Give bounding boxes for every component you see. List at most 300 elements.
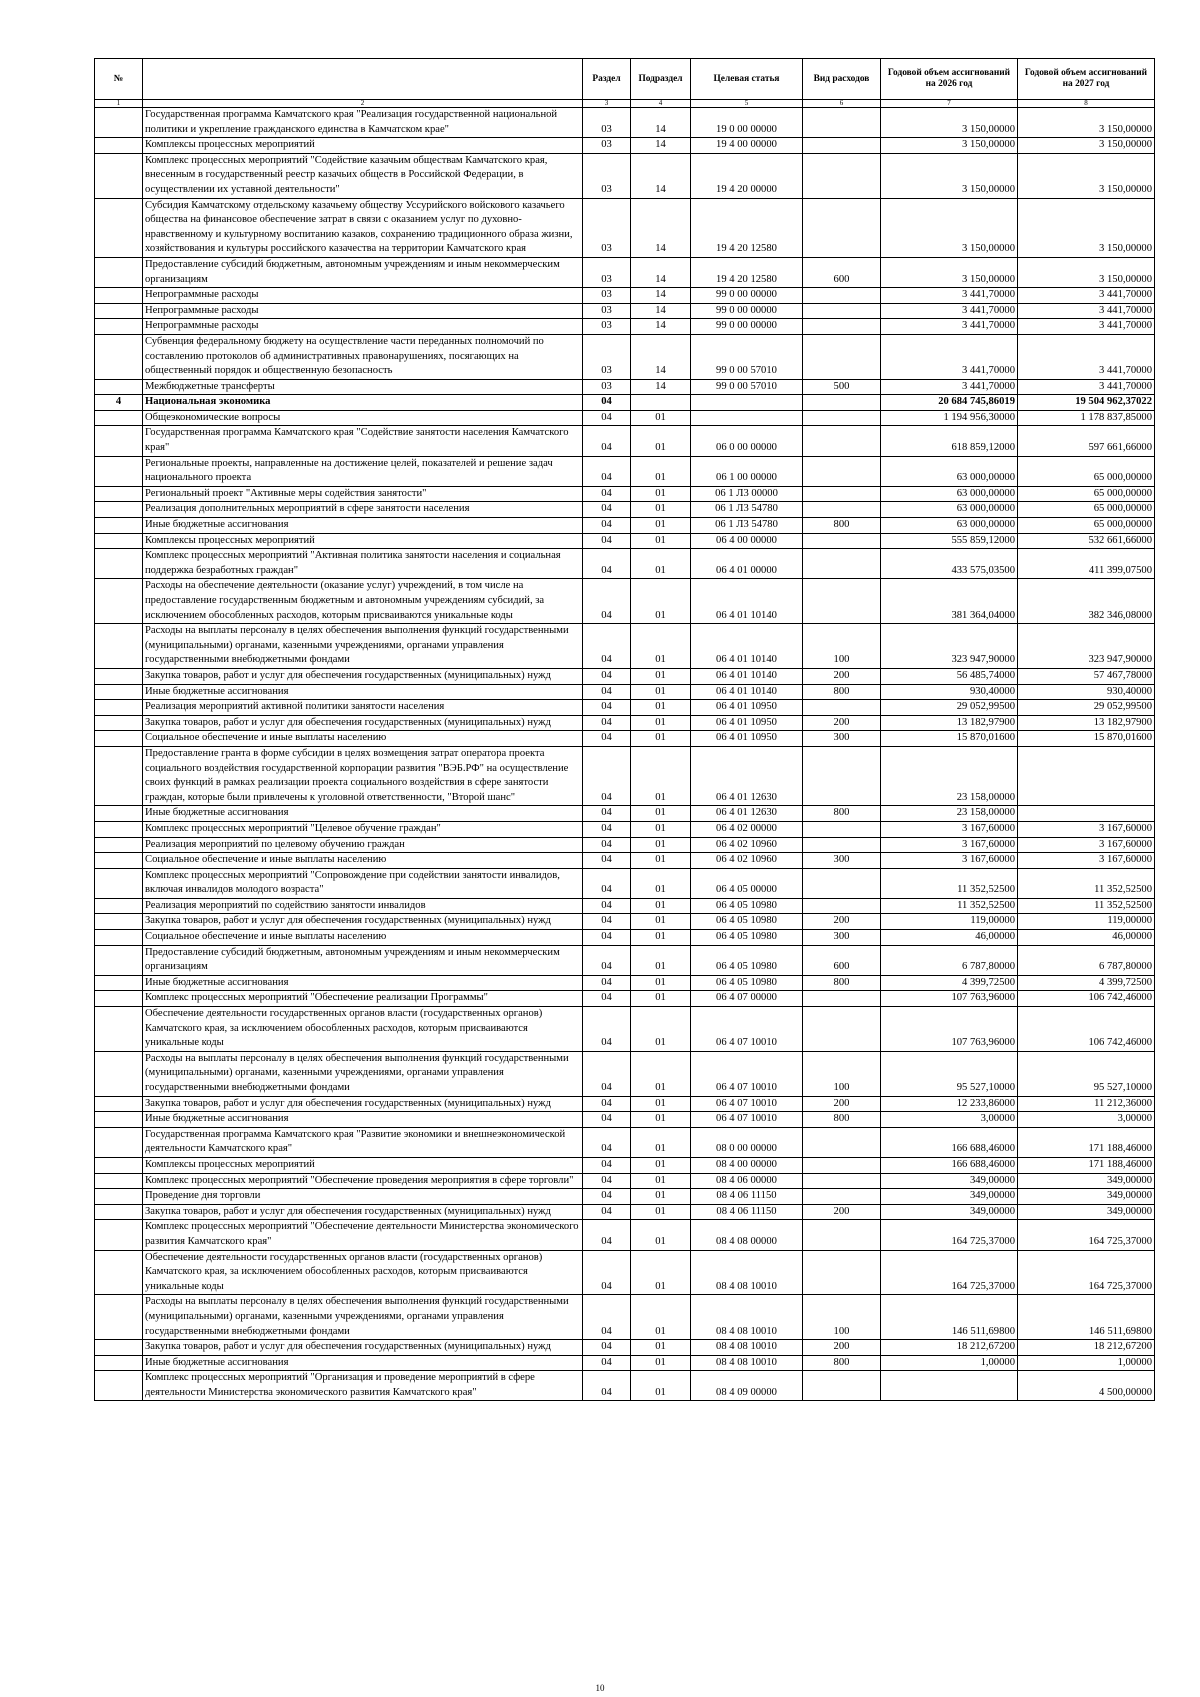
target-article-code: 06 4 01 10140 bbox=[691, 684, 803, 700]
razdel-code: 04 bbox=[583, 1157, 631, 1173]
row-number bbox=[95, 837, 143, 853]
row-number bbox=[95, 303, 143, 319]
podrazdel-code: 01 bbox=[631, 1007, 691, 1052]
expense-type-code: 800 bbox=[803, 975, 881, 991]
row-number bbox=[95, 410, 143, 426]
row-number bbox=[95, 334, 143, 379]
expense-type-code bbox=[803, 138, 881, 154]
amount-2027: 164 725,37000 bbox=[1018, 1250, 1155, 1295]
table-row bbox=[95, 700, 1155, 716]
target-article-code: 06 1 00 00000 bbox=[691, 456, 803, 486]
table-row bbox=[95, 1340, 1155, 1356]
table-row bbox=[95, 1127, 1155, 1157]
razdel-code: 04 bbox=[583, 1250, 631, 1295]
row-number bbox=[95, 1173, 143, 1189]
amount-2027: 11 212,36000 bbox=[1018, 1096, 1155, 1112]
item-name: Комплекс процессных мероприятий "Организация и проведение мероприятий в сфере деятельности Министерства экономического развития Камчатского края" bbox=[143, 1371, 583, 1401]
table-row bbox=[95, 502, 1155, 518]
expense-type-code: 600 bbox=[803, 945, 881, 975]
expense-type-code bbox=[803, 288, 881, 304]
table-row bbox=[95, 1096, 1155, 1112]
row-number bbox=[95, 668, 143, 684]
amount-2026: 381 364,04000 bbox=[881, 579, 1018, 624]
column-number: 1 bbox=[95, 100, 143, 108]
item-name: Иные бюджетные ассигнования bbox=[143, 806, 583, 822]
amount-2026: 349,00000 bbox=[881, 1189, 1018, 1205]
razdel-code: 04 bbox=[583, 684, 631, 700]
table-row bbox=[95, 486, 1155, 502]
row-number bbox=[95, 715, 143, 731]
amount-2027: 3 441,70000 bbox=[1018, 334, 1155, 379]
item-name: Комплекс процессных мероприятий "Целевое обучение граждан" bbox=[143, 821, 583, 837]
amount-2026: 3 150,00000 bbox=[881, 153, 1018, 198]
target-article-code: 99 0 00 00000 bbox=[691, 303, 803, 319]
podrazdel-code: 01 bbox=[631, 1157, 691, 1173]
expense-type-code: 600 bbox=[803, 257, 881, 287]
target-article-code: 06 4 07 10010 bbox=[691, 1112, 803, 1128]
target-article-code: 06 4 01 12630 bbox=[691, 746, 803, 805]
row-number bbox=[95, 624, 143, 669]
podrazdel-code: 01 bbox=[631, 914, 691, 930]
razdel-code: 04 bbox=[583, 502, 631, 518]
table-row bbox=[95, 138, 1155, 154]
row-number bbox=[95, 579, 143, 624]
row-number bbox=[95, 1112, 143, 1128]
podrazdel-code: 01 bbox=[631, 898, 691, 914]
item-name: Комплекс процессных мероприятий "Обеспечение деятельности Министерства экономического развития Камчатского края" bbox=[143, 1220, 583, 1250]
item-name: Обеспечение деятельности государственных органов власти (государственных органов) Камчатского края, за исключением обособленных расходов, которым присваиваются уникальные коды bbox=[143, 1007, 583, 1052]
razdel-code: 04 bbox=[583, 1189, 631, 1205]
amount-2027: 3 441,70000 bbox=[1018, 303, 1155, 319]
item-name: Иные бюджетные ассигнования bbox=[143, 1355, 583, 1371]
item-name: Социальное обеспечение и иные выплаты населению bbox=[143, 731, 583, 747]
amount-2027: 146 511,69800 bbox=[1018, 1295, 1155, 1340]
row-number bbox=[95, 898, 143, 914]
amount-2027: 3 167,60000 bbox=[1018, 853, 1155, 869]
table-row bbox=[95, 898, 1155, 914]
razdel-code: 04 bbox=[583, 456, 631, 486]
item-name: Иные бюджетные ассигнования bbox=[143, 1112, 583, 1128]
razdel-code: 04 bbox=[583, 410, 631, 426]
target-article-code: 06 4 01 10140 bbox=[691, 579, 803, 624]
razdel-code: 04 bbox=[583, 930, 631, 946]
razdel-code: 03 bbox=[583, 319, 631, 335]
item-name: Реализация дополнительных мероприятий в сфере занятости населения bbox=[143, 502, 583, 518]
expense-type-code bbox=[803, 700, 881, 716]
podrazdel-code: 01 bbox=[631, 1295, 691, 1340]
razdel-code: 04 bbox=[583, 914, 631, 930]
row-number bbox=[95, 930, 143, 946]
row-number bbox=[95, 486, 143, 502]
target-article-code: 06 4 07 10010 bbox=[691, 1051, 803, 1096]
table-row bbox=[95, 975, 1155, 991]
table-row bbox=[95, 930, 1155, 946]
amount-2027: 171 188,46000 bbox=[1018, 1157, 1155, 1173]
razdel-code: 04 bbox=[583, 549, 631, 579]
razdel-code: 04 bbox=[583, 853, 631, 869]
amount-2027: 1,00000 bbox=[1018, 1355, 1155, 1371]
podrazdel-code: 01 bbox=[631, 684, 691, 700]
razdel-code: 04 bbox=[583, 975, 631, 991]
item-name: Социальное обеспечение и иные выплаты населению bbox=[143, 930, 583, 946]
amount-2026: 23 158,00000 bbox=[881, 746, 1018, 805]
target-article-code: 08 4 00 00000 bbox=[691, 1157, 803, 1173]
target-article-code: 06 4 02 00000 bbox=[691, 821, 803, 837]
item-name: Комплекс процессных мероприятий "Обеспечение проведения мероприятия в сфере торговли" bbox=[143, 1173, 583, 1189]
target-article-code: 06 0 00 00000 bbox=[691, 426, 803, 456]
expense-type-code bbox=[803, 821, 881, 837]
podrazdel-code: 01 bbox=[631, 486, 691, 502]
row-number bbox=[95, 426, 143, 456]
expense-type-code: 100 bbox=[803, 1051, 881, 1096]
row-number bbox=[95, 1096, 143, 1112]
razdel-code: 04 bbox=[583, 426, 631, 456]
amount-2027: 3 441,70000 bbox=[1018, 319, 1155, 335]
amount-2027: 349,00000 bbox=[1018, 1189, 1155, 1205]
amount-2027: 6 787,80000 bbox=[1018, 945, 1155, 975]
razdel-code: 04 bbox=[583, 837, 631, 853]
table-row bbox=[95, 1007, 1155, 1052]
podrazdel-code: 01 bbox=[631, 426, 691, 456]
amount-2027: 411 399,07500 bbox=[1018, 549, 1155, 579]
row-number bbox=[95, 1355, 143, 1371]
header-year-2027: Годовой объем ассигнований на 2027 год bbox=[1018, 59, 1155, 100]
amount-2026: 23 158,00000 bbox=[881, 806, 1018, 822]
table-row bbox=[95, 1157, 1155, 1173]
item-name: Расходы на выплаты персоналу в целях обеспечения выполнения функций государственными (муниципальными) органами, казенными учреждениями, органами управления государственными внебюджетными фондами bbox=[143, 1295, 583, 1340]
amount-2027: 119,00000 bbox=[1018, 914, 1155, 930]
expense-type-code: 200 bbox=[803, 1340, 881, 1356]
podrazdel-code: 01 bbox=[631, 1112, 691, 1128]
item-name: Комплексы процессных мероприятий bbox=[143, 533, 583, 549]
table-row bbox=[95, 456, 1155, 486]
expense-type-code bbox=[803, 1007, 881, 1052]
target-article-code bbox=[691, 410, 803, 426]
target-article-code: 06 4 00 00000 bbox=[691, 533, 803, 549]
razdel-code: 04 bbox=[583, 668, 631, 684]
table-row bbox=[95, 379, 1155, 395]
razdel-code: 04 bbox=[583, 715, 631, 731]
expense-type-code: 300 bbox=[803, 930, 881, 946]
row-number bbox=[95, 1157, 143, 1173]
razdel-code: 04 bbox=[583, 731, 631, 747]
expense-type-code bbox=[803, 395, 881, 411]
amount-2026: 18 212,67200 bbox=[881, 1340, 1018, 1356]
row-number bbox=[95, 684, 143, 700]
table-row bbox=[95, 746, 1155, 805]
podrazdel-code: 14 bbox=[631, 319, 691, 335]
table-row bbox=[95, 668, 1155, 684]
amount-2026: 3 441,70000 bbox=[881, 334, 1018, 379]
razdel-code: 04 bbox=[583, 1112, 631, 1128]
podrazdel-code: 01 bbox=[631, 1127, 691, 1157]
expense-type-code: 800 bbox=[803, 518, 881, 534]
podrazdel-code: 01 bbox=[631, 975, 691, 991]
expense-type-code bbox=[803, 319, 881, 335]
expense-type-code: 300 bbox=[803, 853, 881, 869]
target-article-code: 08 4 08 10010 bbox=[691, 1295, 803, 1340]
table-row bbox=[95, 303, 1155, 319]
row-number bbox=[95, 1189, 143, 1205]
table-row bbox=[95, 731, 1155, 747]
row-number bbox=[95, 518, 143, 534]
row-number bbox=[95, 319, 143, 335]
row-number bbox=[95, 991, 143, 1007]
target-article-code: 06 4 05 10980 bbox=[691, 914, 803, 930]
expense-type-code bbox=[803, 1371, 881, 1401]
row-number: 4 bbox=[95, 395, 143, 411]
razdel-code: 04 bbox=[583, 1340, 631, 1356]
header-vid-rashodov: Вид расходов bbox=[803, 59, 881, 100]
item-name: Расходы на выплаты персоналу в целях обеспечения выполнения функций государственными (муниципальными) органами, казенными учреждениями, органами управления государственными внебюджетными фондами bbox=[143, 1051, 583, 1096]
row-number bbox=[95, 1340, 143, 1356]
table-row bbox=[95, 853, 1155, 869]
expense-type-code: 200 bbox=[803, 914, 881, 930]
column-number: 7 bbox=[881, 100, 1018, 108]
target-article-code: 99 0 00 00000 bbox=[691, 288, 803, 304]
target-article-code: 19 4 20 12580 bbox=[691, 257, 803, 287]
podrazdel-code: 01 bbox=[631, 991, 691, 1007]
amount-2026: 618 859,12000 bbox=[881, 426, 1018, 456]
amount-2026: 6 787,80000 bbox=[881, 945, 1018, 975]
razdel-code: 04 bbox=[583, 1051, 631, 1096]
amount-2027: 95 527,10000 bbox=[1018, 1051, 1155, 1096]
podrazdel-code: 01 bbox=[631, 1173, 691, 1189]
amount-2026: 433 575,03500 bbox=[881, 549, 1018, 579]
amount-2026: 349,00000 bbox=[881, 1173, 1018, 1189]
item-name: Иные бюджетные ассигнования bbox=[143, 975, 583, 991]
podrazdel-code: 01 bbox=[631, 1220, 691, 1250]
row-number bbox=[95, 1127, 143, 1157]
item-name: Непрограммные расходы bbox=[143, 319, 583, 335]
razdel-code: 04 bbox=[583, 1295, 631, 1340]
expense-type-code bbox=[803, 486, 881, 502]
row-number bbox=[95, 945, 143, 975]
target-article-code: 08 4 06 11150 bbox=[691, 1189, 803, 1205]
amount-2026: 3 150,00000 bbox=[881, 138, 1018, 154]
expense-type-code bbox=[803, 456, 881, 486]
amount-2027: 4 500,00000 bbox=[1018, 1371, 1155, 1401]
target-article-code: 06 4 05 10980 bbox=[691, 975, 803, 991]
amount-2026: 166 688,46000 bbox=[881, 1157, 1018, 1173]
table-body bbox=[95, 108, 1155, 1401]
razdel-code: 04 bbox=[583, 533, 631, 549]
target-article-code: 19 4 20 12580 bbox=[691, 198, 803, 257]
target-article-code: 06 4 05 10980 bbox=[691, 930, 803, 946]
podrazdel-code: 01 bbox=[631, 624, 691, 669]
amount-2027: 382 346,08000 bbox=[1018, 579, 1155, 624]
razdel-code: 03 bbox=[583, 288, 631, 304]
target-article-code: 08 4 09 00000 bbox=[691, 1371, 803, 1401]
amount-2026: 4 399,72500 bbox=[881, 975, 1018, 991]
podrazdel-code: 01 bbox=[631, 837, 691, 853]
amount-2026: 3 441,70000 bbox=[881, 288, 1018, 304]
podrazdel-code: 14 bbox=[631, 153, 691, 198]
amount-2026: 3 150,00000 bbox=[881, 108, 1018, 138]
amount-2026: 12 233,86000 bbox=[881, 1096, 1018, 1112]
item-name: Предоставление субсидий бюджетным, автономным учреждениям и иным некоммерческим организациям bbox=[143, 945, 583, 975]
expense-type-code: 800 bbox=[803, 1355, 881, 1371]
item-name: Закупка товаров, работ и услуг для обеспечения государственных (муниципальных) нужд bbox=[143, 1096, 583, 1112]
expense-type-code: 500 bbox=[803, 379, 881, 395]
table-row bbox=[95, 1355, 1155, 1371]
amount-2026: 56 485,74000 bbox=[881, 668, 1018, 684]
header-year-2026: Годовой объем ассигнований на 2026 год bbox=[881, 59, 1018, 100]
amount-2026: 11 352,52500 bbox=[881, 898, 1018, 914]
target-article-code: 19 4 00 00000 bbox=[691, 138, 803, 154]
razdel-code: 04 bbox=[583, 1007, 631, 1052]
amount-2027: 349,00000 bbox=[1018, 1173, 1155, 1189]
expense-type-code bbox=[803, 1220, 881, 1250]
amount-2026: 63 000,00000 bbox=[881, 456, 1018, 486]
expense-type-code bbox=[803, 898, 881, 914]
amount-2027 bbox=[1018, 746, 1155, 805]
amount-2027: 65 000,00000 bbox=[1018, 502, 1155, 518]
expense-type-code bbox=[803, 746, 881, 805]
item-name: Комплексы процессных мероприятий bbox=[143, 1157, 583, 1173]
amount-2026: 107 763,96000 bbox=[881, 991, 1018, 1007]
table-row bbox=[95, 153, 1155, 198]
table-row bbox=[95, 806, 1155, 822]
amount-2026: 3 167,60000 bbox=[881, 821, 1018, 837]
podrazdel-code: 01 bbox=[631, 1189, 691, 1205]
podrazdel-code: 01 bbox=[631, 930, 691, 946]
row-number bbox=[95, 700, 143, 716]
podrazdel-code: 01 bbox=[631, 1355, 691, 1371]
expense-type-code bbox=[803, 579, 881, 624]
table-row bbox=[95, 1204, 1155, 1220]
podrazdel-code: 14 bbox=[631, 257, 691, 287]
razdel-code: 04 bbox=[583, 1173, 631, 1189]
amount-2026: 119,00000 bbox=[881, 914, 1018, 930]
target-article-code: 06 4 02 10960 bbox=[691, 837, 803, 853]
expense-type-code bbox=[803, 533, 881, 549]
podrazdel-code: 01 bbox=[631, 868, 691, 898]
razdel-code: 04 bbox=[583, 991, 631, 1007]
expense-type-code bbox=[803, 426, 881, 456]
table-row bbox=[95, 319, 1155, 335]
razdel-code: 04 bbox=[583, 700, 631, 716]
podrazdel-code: 01 bbox=[631, 518, 691, 534]
expense-type-code bbox=[803, 303, 881, 319]
table-row bbox=[95, 257, 1155, 287]
target-article-code: 06 4 01 10950 bbox=[691, 731, 803, 747]
expense-type-code: 800 bbox=[803, 684, 881, 700]
podrazdel-code: 01 bbox=[631, 1096, 691, 1112]
target-article-code: 99 0 00 57010 bbox=[691, 379, 803, 395]
target-article-code: 08 4 08 00000 bbox=[691, 1220, 803, 1250]
item-name: Закупка товаров, работ и услуг для обеспечения государственных (муниципальных) нужд bbox=[143, 914, 583, 930]
amount-2027: 3,00000 bbox=[1018, 1112, 1155, 1128]
amount-2026: 1 194 956,30000 bbox=[881, 410, 1018, 426]
amount-2026: 1,00000 bbox=[881, 1355, 1018, 1371]
item-name: Непрограммные расходы bbox=[143, 303, 583, 319]
amount-2026: 20 684 745,86019 bbox=[881, 395, 1018, 411]
amount-2026: 323 947,90000 bbox=[881, 624, 1018, 669]
header-podrazdel: Подраздел bbox=[631, 59, 691, 100]
razdel-code: 04 bbox=[583, 1371, 631, 1401]
podrazdel-code: 01 bbox=[631, 945, 691, 975]
table-row bbox=[95, 1173, 1155, 1189]
amount-2026: 63 000,00000 bbox=[881, 486, 1018, 502]
row-number bbox=[95, 1295, 143, 1340]
item-name: Социальное обеспечение и иные выплаты населению bbox=[143, 853, 583, 869]
razdel-code: 04 bbox=[583, 518, 631, 534]
amount-2027: 29 052,99500 bbox=[1018, 700, 1155, 716]
expense-type-code bbox=[803, 153, 881, 198]
razdel-code: 04 bbox=[583, 806, 631, 822]
item-name: Реализация мероприятий по целевому обучению граждан bbox=[143, 837, 583, 853]
razdel-code: 04 bbox=[583, 945, 631, 975]
table-row bbox=[95, 1051, 1155, 1096]
header-tselevaya-statya: Целевая статья bbox=[691, 59, 803, 100]
amount-2027: 3 150,00000 bbox=[1018, 153, 1155, 198]
expense-type-code: 100 bbox=[803, 1295, 881, 1340]
expense-type-code bbox=[803, 1127, 881, 1157]
table-row bbox=[95, 945, 1155, 975]
podrazdel-code: 01 bbox=[631, 668, 691, 684]
target-article-code: 06 4 07 10010 bbox=[691, 1096, 803, 1112]
row-number bbox=[95, 153, 143, 198]
amount-2026: 164 725,37000 bbox=[881, 1250, 1018, 1295]
amount-2027: 65 000,00000 bbox=[1018, 518, 1155, 534]
amount-2026: 29 052,99500 bbox=[881, 700, 1018, 716]
razdel-code: 03 bbox=[583, 108, 631, 138]
target-article-code: 06 4 02 10960 bbox=[691, 853, 803, 869]
amount-2027: 349,00000 bbox=[1018, 1204, 1155, 1220]
podrazdel-code: 01 bbox=[631, 1340, 691, 1356]
razdel-code: 03 bbox=[583, 138, 631, 154]
table-row bbox=[95, 426, 1155, 456]
table-row bbox=[95, 868, 1155, 898]
razdel-code: 04 bbox=[583, 1204, 631, 1220]
target-article-code: 08 4 08 10010 bbox=[691, 1340, 803, 1356]
amount-2027: 3 441,70000 bbox=[1018, 379, 1155, 395]
item-name: Региональные проекты, направленные на достижение целей, показателей и решение задач национального проекта bbox=[143, 456, 583, 486]
target-article-code: 06 4 05 10980 bbox=[691, 945, 803, 975]
row-number bbox=[95, 1220, 143, 1250]
item-name: Расходы на обеспечение деятельности (оказание услуг) учреждений, в том числе на предоставление государственным бюджетным и автономным учреждениям субсидий, за исключением обособленных расходов, которым присваиваются уникальные коды bbox=[143, 579, 583, 624]
table-row bbox=[95, 715, 1155, 731]
target-article-code: 06 4 01 10140 bbox=[691, 668, 803, 684]
table-row bbox=[95, 518, 1155, 534]
table-row bbox=[95, 579, 1155, 624]
amount-2027: 3 441,70000 bbox=[1018, 288, 1155, 304]
row-number bbox=[95, 288, 143, 304]
table-row bbox=[95, 533, 1155, 549]
row-number bbox=[95, 806, 143, 822]
target-article-code: 06 4 01 10950 bbox=[691, 700, 803, 716]
target-article-code: 99 0 00 57010 bbox=[691, 334, 803, 379]
podrazdel-code: 01 bbox=[631, 410, 691, 426]
razdel-code: 03 bbox=[583, 303, 631, 319]
table-row bbox=[95, 684, 1155, 700]
row-number bbox=[95, 853, 143, 869]
table-row bbox=[95, 1189, 1155, 1205]
expense-type-code: 200 bbox=[803, 1096, 881, 1112]
table-header-row bbox=[95, 59, 1155, 100]
table-row bbox=[95, 1112, 1155, 1128]
target-article-code: 99 0 00 00000 bbox=[691, 319, 803, 335]
podrazdel-code: 14 bbox=[631, 303, 691, 319]
podrazdel-code: 14 bbox=[631, 379, 691, 395]
podrazdel-code: 01 bbox=[631, 533, 691, 549]
target-article-code: 06 4 01 10140 bbox=[691, 624, 803, 669]
amount-2027: 164 725,37000 bbox=[1018, 1220, 1155, 1250]
amount-2026: 46,00000 bbox=[881, 930, 1018, 946]
expense-type-code bbox=[803, 1157, 881, 1173]
razdel-code: 04 bbox=[583, 395, 631, 411]
